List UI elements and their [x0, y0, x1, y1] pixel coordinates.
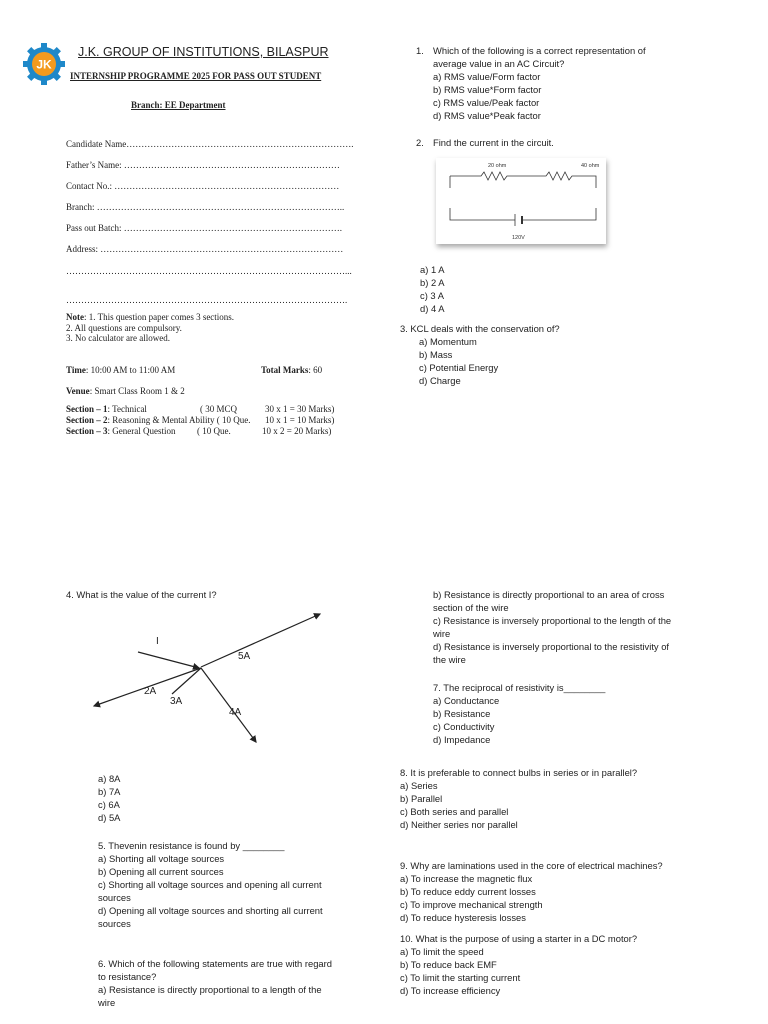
option-c: c) Conductivity — [433, 721, 495, 732]
option-a: a) Shorting all voltage sources — [98, 853, 225, 864]
total-marks-info — [261, 365, 322, 375]
section-row — [66, 415, 366, 426]
question-6 — [98, 957, 332, 1009]
time-value: : 10:00 AM to 11:00 AM — [85, 365, 176, 375]
question-text: 7. The reciprocal of resistivity is________ — [433, 682, 606, 693]
option-d: d) Neither series nor parallel — [400, 819, 518, 830]
circuit-diagram — [436, 158, 606, 244]
option-b: b) Resistance — [433, 708, 491, 719]
circuit-svg — [436, 158, 606, 244]
section-name: : Reasoning & Mental Ability ( 10 Que. — [107, 415, 251, 425]
marks-value: : 60 — [308, 365, 323, 375]
resistor-1-label: 20 ohm — [488, 163, 507, 169]
question-number: 2. — [416, 137, 424, 148]
address-line-2: …………………………………………………………………………………... — [66, 266, 352, 276]
option-d-continued: the wire — [433, 654, 466, 665]
label-i: I — [156, 636, 159, 647]
question-text: average value in an AC Circuit? — [433, 58, 565, 69]
voltage-label: 120V — [512, 235, 525, 241]
question-text: to resistance? — [98, 971, 157, 982]
venue-value: : Smart Class Room 1 & 2 — [89, 386, 185, 396]
option-a: a) RMS value/Form factor — [433, 71, 541, 82]
current-i-arrow — [138, 652, 199, 668]
option-d: d) 5A — [98, 812, 121, 823]
current-4a-arrow — [201, 668, 256, 742]
question-text: 9. Why are laminations used in the core of electrical machines? — [400, 860, 663, 871]
section-label: Section – 2 — [66, 415, 108, 425]
option-c: c) Potential Energy — [419, 362, 499, 373]
option-a-continued: wire — [98, 997, 116, 1008]
section-name: : General Question — [107, 426, 176, 436]
option-c: c) Both series and parallel — [400, 806, 509, 817]
question-text: Which of the following is a correct representation of — [433, 45, 646, 56]
question-text: 8. It is preferable to connect bulbs in series or in parallel? — [400, 767, 638, 778]
option-b: b) Parallel — [400, 793, 443, 804]
option-c-continued: sources — [98, 892, 131, 903]
section-label: Section – 3 — [66, 426, 108, 436]
question-3 — [400, 322, 560, 387]
question-7 — [433, 681, 605, 746]
option-c: c) Resistance is inversely proportional to the length of the — [433, 615, 672, 626]
resistor-2-label: 40 ohm — [581, 163, 600, 169]
question-text: 10. What is the purpose of using a starter in a DC motor? — [400, 933, 638, 944]
branch-field: Branch: ……………………………………………………………………….. — [66, 202, 345, 212]
question-text: Find the current in the circuit. — [433, 137, 554, 148]
institution-title: J.K. GROUP OF INSTITUTIONS, BILASPUR — [78, 45, 329, 59]
option-a: a) Resistance is directly proportional to a length of the — [98, 984, 322, 995]
question-number: 1. — [416, 45, 424, 56]
marks-label: Total Marks — [261, 365, 309, 375]
father-name-field: Father’s Name: ……………………………………………………………… — [66, 160, 340, 170]
gear-logo-icon — [22, 42, 66, 86]
question-2 — [416, 136, 554, 149]
section-name: : Technical — [107, 404, 147, 414]
option-c: c) To limit the starting current — [400, 972, 521, 983]
option-b: b) To reduce back EMF — [400, 959, 497, 970]
image-gap — [436, 191, 606, 205]
label-4a: 4A — [229, 707, 242, 718]
current-3a-line — [172, 668, 201, 694]
section-row — [66, 426, 366, 437]
option-b: b) To reduce eddy current losses — [400, 886, 536, 897]
option-a: a) To increase the magnetic flux — [400, 873, 533, 884]
logo-text: JK — [36, 57, 52, 72]
note-line-1: : 1. This question paper comes 3 sections. — [84, 312, 235, 322]
label-2a: 2A — [144, 686, 157, 697]
option-c: c) 3 A — [420, 290, 444, 301]
option-a: a) Momentum — [419, 336, 477, 347]
option-c-continued: wire — [433, 628, 451, 639]
option-d: d) To increase efficiency — [400, 985, 501, 996]
question-4-text: 4. What is the value of the current I? — [66, 589, 217, 600]
venue-info — [66, 386, 185, 396]
question-5 — [98, 839, 323, 930]
time-info — [66, 365, 175, 375]
option-c: c) To improve mechanical strength — [400, 899, 543, 910]
question-9 — [400, 859, 663, 924]
option-d: d) RMS value*Peak factor — [433, 110, 541, 121]
question-text: 3. KCL deals with the conservation of? — [400, 323, 560, 334]
option-c: c) 6A — [98, 799, 120, 810]
note-line-3: 3. No calculator are allowed. — [66, 333, 170, 343]
option-d: d) 4 A — [420, 303, 445, 314]
option-c: c) RMS value/Peak factor — [433, 97, 540, 108]
right-wire-bottom — [522, 208, 596, 220]
question-6-continued — [433, 588, 671, 666]
section-marks: 10 x 2 = 20 Marks) — [262, 426, 332, 436]
section-count: ( 10 Que. — [197, 426, 231, 436]
option-a: a) To limit the speed — [400, 946, 484, 957]
time-label: Time — [66, 365, 86, 375]
option-b: b) Opening all current sources — [98, 866, 224, 877]
label-5a: 5A — [238, 651, 251, 662]
notes — [66, 312, 234, 344]
option-d: d) Charge — [419, 375, 461, 386]
sections-table — [66, 404, 366, 437]
section-marks: 30 x 1 = 30 Marks) — [265, 404, 335, 414]
question-text: 6. Which of the following statements are true with regard — [98, 958, 332, 969]
venue-label: Venue — [66, 386, 90, 396]
option-d: d) To reduce hysteresis losses — [400, 912, 526, 923]
address-line-3: …………………………………………………………………………………. — [66, 295, 348, 305]
current-5a-arrow — [201, 614, 320, 667]
option-d-continued: sources — [98, 918, 131, 929]
note-label: Note — [66, 312, 84, 322]
candidate-name-field: Candidate Name…………………………………………………………………. — [66, 139, 354, 149]
left-wire-bottom — [450, 208, 515, 220]
question-2-options — [420, 263, 445, 315]
question-1 — [416, 44, 646, 122]
current-junction-diagram — [88, 608, 328, 748]
question-4-options — [98, 772, 120, 824]
section-count: ( 30 MCQ — [200, 404, 238, 414]
option-a: a) 8A — [98, 773, 121, 784]
option-d: d) Resistance is inversely proportional to the resistivity of — [433, 641, 670, 652]
label-3a: 3A — [170, 696, 183, 707]
institution-logo — [22, 42, 66, 86]
option-b: b) Mass — [419, 349, 453, 360]
top-wire-resistors — [450, 172, 596, 188]
option-b: b) 2 A — [420, 277, 445, 288]
question-8 — [400, 766, 637, 831]
option-a: a) Series — [400, 780, 438, 791]
batch-field: Pass out Batch: ………………………………………………………………. — [66, 223, 342, 233]
option-d: d) Opening all voltage sources and shorting all current — [98, 905, 323, 916]
section-marks: 10 x 1 = 10 Marks) — [265, 415, 335, 425]
programme-title: INTERNSHIP PROGRAMME 2025 FOR PASS OUT STUDENT — [70, 71, 322, 81]
option-b: b) Resistance is directly proportional to an area of cross — [433, 589, 665, 600]
option-b: b) RMS value*Form factor — [433, 84, 542, 95]
option-d: d) Impedance — [433, 734, 491, 745]
option-a: a) Conductance — [433, 695, 500, 706]
option-b-continued: section of the wire — [433, 602, 509, 613]
address-field: Address: ……………………………………………………………………… — [66, 244, 344, 254]
option-c: c) Shorting all voltage sources and opening all current — [98, 879, 322, 890]
question-text: 5. Thevenin resistance is found by ________ — [98, 840, 285, 851]
contact-field: Contact No.: ………………………………………………………………… — [66, 181, 340, 191]
note-line-2: 2. All questions are compulsory. — [66, 322, 182, 333]
option-b: b) 7A — [98, 786, 121, 797]
option-a: a) 1 A — [420, 264, 445, 275]
branch-title: Branch: EE Department — [131, 100, 226, 110]
section-label: Section – 1 — [66, 404, 108, 414]
question-10 — [400, 932, 637, 997]
section-row — [66, 404, 366, 415]
junction-svg — [88, 608, 328, 748]
